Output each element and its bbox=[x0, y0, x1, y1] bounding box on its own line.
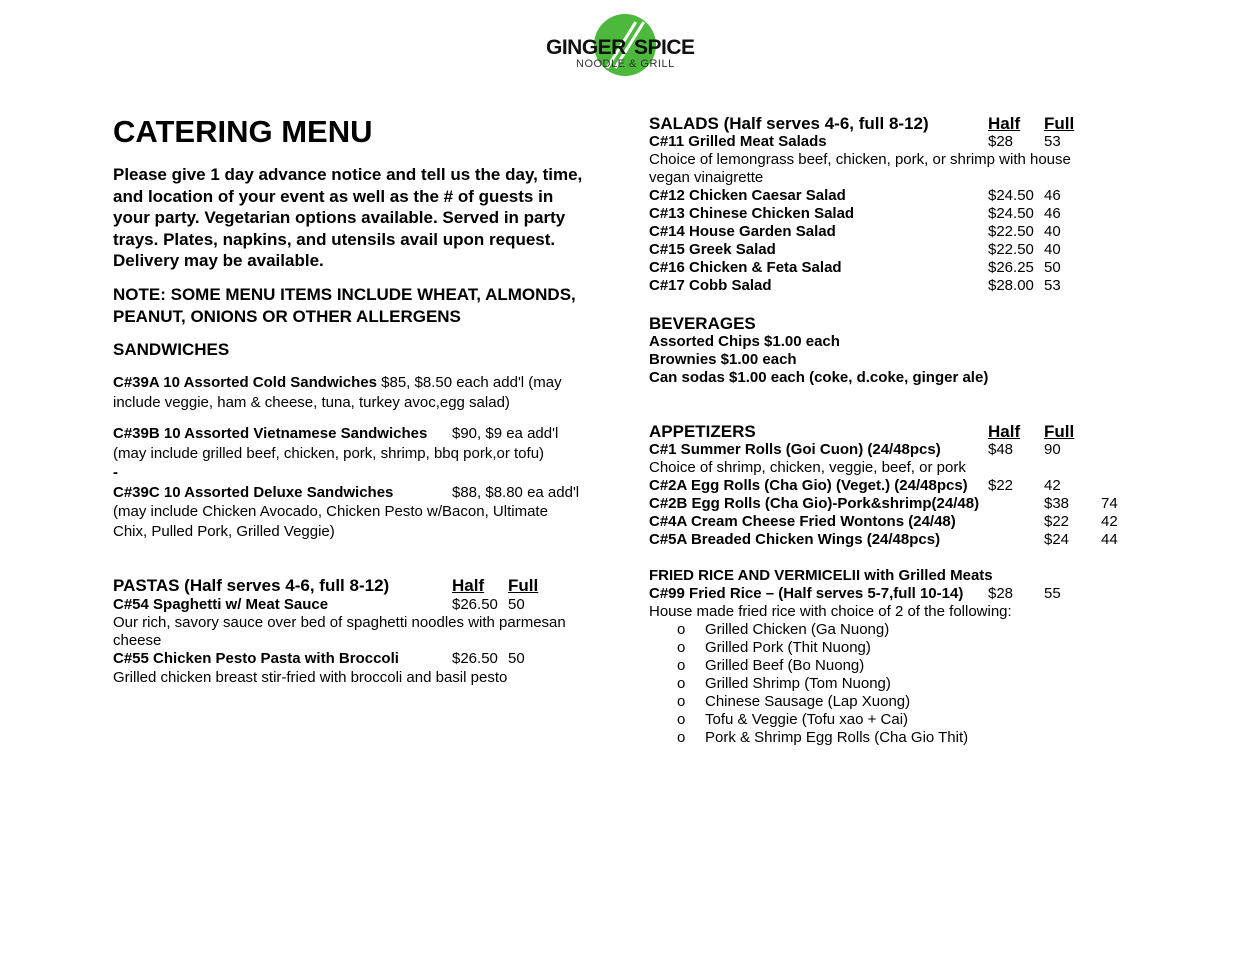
item-price-full: 46 bbox=[1044, 187, 1061, 204]
item-description: Choice of lemongrass beef, chicken, pork, or shrimp with house bbox=[649, 151, 1071, 168]
list-item: o Chinese Sausage (Lap Xuong) bbox=[677, 693, 911, 710]
item-name: C#11 Grilled Meat Salads bbox=[649, 133, 827, 150]
item-price-full: 50 bbox=[508, 596, 525, 613]
bullet-marker: o bbox=[677, 675, 686, 692]
item-name: C#13 Chinese Chicken Salad bbox=[649, 205, 855, 222]
item-name: C#39B 10 Assorted Vietnamese Sandwiches bbox=[113, 425, 428, 442]
menu-item bbox=[113, 424, 427, 444]
restaurant-logo bbox=[540, 12, 710, 78]
list-item: o Grilled Beef (Bo Nuong) bbox=[677, 657, 865, 674]
bullet-marker: o bbox=[677, 639, 686, 656]
bullet-marker: o bbox=[677, 657, 686, 674]
menu-item bbox=[113, 373, 562, 393]
section-heading-salads: SALADS (Half serves 4-6, full 8-12) bbox=[649, 114, 929, 133]
section-heading-appetizers: APPETIZERS bbox=[649, 422, 756, 441]
intro-line: Please give 1 day advance notice and tell us the day, time, bbox=[113, 165, 583, 184]
column-header-half: Half bbox=[452, 576, 485, 595]
item-price-half: $28 bbox=[988, 585, 1014, 602]
item-name: C#17 Cobb Salad bbox=[649, 277, 772, 294]
column-header-half: Half bbox=[988, 422, 1021, 441]
item-price-full: 40 bbox=[1044, 241, 1061, 258]
item-price: $90, $9 ea add'l bbox=[452, 425, 559, 442]
column-header-full: Full bbox=[1044, 422, 1075, 441]
item-description: (may include grilled beef, chicken, pork, shrimp, bbq pork,or tofu) bbox=[113, 445, 545, 462]
list-item: o Grilled Chicken (Ga Nuong) bbox=[677, 621, 890, 638]
item-price-half: $24.50 bbox=[988, 205, 1034, 222]
item-price-full: 74 bbox=[1101, 495, 1118, 512]
item-price-half: $22.50 bbox=[988, 241, 1034, 258]
item-description: (may include Chicken Avocado, Chicken Pesto w/Bacon, Ultimate bbox=[113, 503, 548, 520]
item-price: $88, $8.80 ea add'l bbox=[452, 484, 580, 501]
item-description: House made fried rice with choice of 2 of the following: bbox=[649, 603, 1012, 620]
item-price-full: 46 bbox=[1044, 205, 1061, 222]
item-description: cheese bbox=[113, 632, 162, 649]
bullet-marker: o bbox=[677, 711, 686, 728]
item-price-half: $26.25 bbox=[988, 259, 1034, 276]
section-heading-beverages: BEVERAGES bbox=[649, 314, 756, 333]
item-price-full: 40 bbox=[1044, 223, 1061, 240]
list-item: o Grilled Pork (Thit Nuong) bbox=[677, 639, 871, 656]
item-description: Chix, Pulled Pork, Grilled Veggie) bbox=[113, 523, 335, 540]
item-price-half: $28.00 bbox=[988, 277, 1034, 294]
item-price-half: $26.50 bbox=[452, 650, 498, 667]
column-header-full: Full bbox=[508, 576, 539, 595]
item-price-half: $26.50 bbox=[452, 596, 498, 613]
item-price-half: $22 bbox=[1044, 513, 1070, 530]
item-price: $85, $8.50 each add'l (may bbox=[376, 374, 562, 391]
item-price-half: $22 bbox=[988, 477, 1014, 494]
item-price-half: $24.50 bbox=[988, 187, 1034, 204]
item-name: C#5A Breaded Chicken Wings (24/48pcs) bbox=[649, 531, 941, 548]
bullet-marker: o bbox=[677, 693, 686, 710]
item-price-full: 42 bbox=[1101, 513, 1118, 530]
item-description: Choice of shrimp, chicken, veggie, beef, or pork bbox=[649, 459, 966, 476]
intro-line: your party. Vegetarian options available. Served in party bbox=[113, 208, 566, 227]
item-price-half: $24 bbox=[1044, 531, 1070, 548]
item-description: include veggie, ham & cheese, tuna, turkey avoc,egg salad) bbox=[113, 394, 510, 411]
item-price-full: 53 bbox=[1044, 133, 1061, 150]
item-name: C#54 Spaghetti w/ Meat Sauce bbox=[113, 596, 329, 613]
item-description: Grilled chicken breast stir-fried with broccoli and basil pesto bbox=[113, 669, 508, 686]
menu-item bbox=[113, 483, 393, 503]
item-price-full: 55 bbox=[1044, 585, 1061, 602]
item-name: C#39A 10 Assorted Cold Sandwiches bbox=[113, 374, 377, 391]
logo-word-ginger: GINGER bbox=[546, 36, 626, 59]
beverage-item: Can sodas $1.00 each (coke, d.coke, ginger ale) bbox=[649, 369, 989, 386]
item-price-full: 53 bbox=[1044, 277, 1061, 294]
item-name: C#12 Chicken Caesar Salad bbox=[649, 187, 846, 204]
item-description: Our rich, savory sauce over bed of spaghetti noodles with parmesan bbox=[113, 614, 566, 631]
item-price-full: 50 bbox=[1044, 259, 1061, 276]
logo-word-spice: SPICE bbox=[634, 36, 695, 59]
list-item: o Pork & Shrimp Egg Rolls (Cha Gio Thit) bbox=[677, 729, 969, 746]
item-price-full: 44 bbox=[1101, 531, 1118, 548]
section-heading-fried-rice: FRIED RICE AND VERMICELII with Grilled Meats bbox=[649, 567, 993, 584]
list-item: o Tofu & Veggie (Tofu xao + Cai) bbox=[677, 711, 909, 728]
logo-subtitle: NOODLE & GRILL bbox=[576, 58, 675, 70]
beverage-item: Assorted Chips $1.00 each bbox=[649, 333, 840, 350]
item-description: vegan vinaigrette bbox=[649, 169, 764, 186]
column-header-full: Full bbox=[1044, 114, 1075, 133]
page-title: CATERING MENU bbox=[113, 114, 373, 149]
item-price-full: 42 bbox=[1044, 477, 1061, 494]
allergen-note: NOTE: SOME MENU ITEMS INCLUDE WHEAT, ALMONDS, bbox=[113, 285, 576, 304]
section-heading-sandwiches: SANDWICHES bbox=[113, 340, 230, 359]
bullet-marker: o bbox=[677, 729, 686, 746]
item-name: C#99 Fried Rice – (Half serves 5-7,full 10-14) bbox=[649, 585, 964, 602]
item-name: C#55 Chicken Pesto Pasta with Broccoli bbox=[113, 650, 399, 667]
item-price-half: $38 bbox=[1044, 495, 1070, 512]
item-price-half: $22.50 bbox=[988, 223, 1034, 240]
item-name: C#2B Egg Rolls (Cha Gio)-Pork&shrimp(24/48) bbox=[649, 495, 980, 512]
item-name: C#1 Summer Rolls (Goi Cuon) (24/48pcs) bbox=[649, 441, 941, 458]
item-name: C#14 House Garden Salad bbox=[649, 223, 836, 240]
item-name: C#15 Greek Salad bbox=[649, 241, 776, 258]
item-price-full: 50 bbox=[508, 650, 525, 667]
item-price-half: $28 bbox=[988, 133, 1014, 150]
bullet-marker: o bbox=[677, 621, 686, 638]
allergen-note: PEANUT, ONIONS OR OTHER ALLERGENS bbox=[113, 306, 461, 326]
section-heading-pastas: PASTAS (Half serves 4-6, full 8-12) bbox=[113, 576, 390, 595]
intro-line: trays. Plates, napkins, and utensils avail upon request. bbox=[113, 229, 556, 249]
column-header-half: Half bbox=[988, 114, 1021, 133]
item-price-half: $48 bbox=[988, 441, 1014, 458]
item-name: C#16 Chicken & Feta Salad bbox=[649, 259, 842, 276]
beverage-item: Brownies $1.00 each bbox=[649, 351, 797, 368]
item-name: C#39C 10 Assorted Deluxe Sandwiches bbox=[113, 484, 394, 501]
item-name: C#4A Cream Cheese Fried Wontons (24/48) bbox=[649, 513, 956, 530]
list-item: o Grilled Shrimp (Tom Nuong) bbox=[677, 675, 891, 692]
item-name: C#2A Egg Rolls (Cha Gio) (Veget.) (24/48pcs) bbox=[649, 477, 968, 494]
divider-dash: - bbox=[113, 464, 118, 481]
intro-line: and location of your event as well as the # of guests in bbox=[113, 186, 554, 206]
item-price-full: 90 bbox=[1044, 441, 1061, 458]
intro-line: Delivery may be available. bbox=[113, 251, 324, 270]
